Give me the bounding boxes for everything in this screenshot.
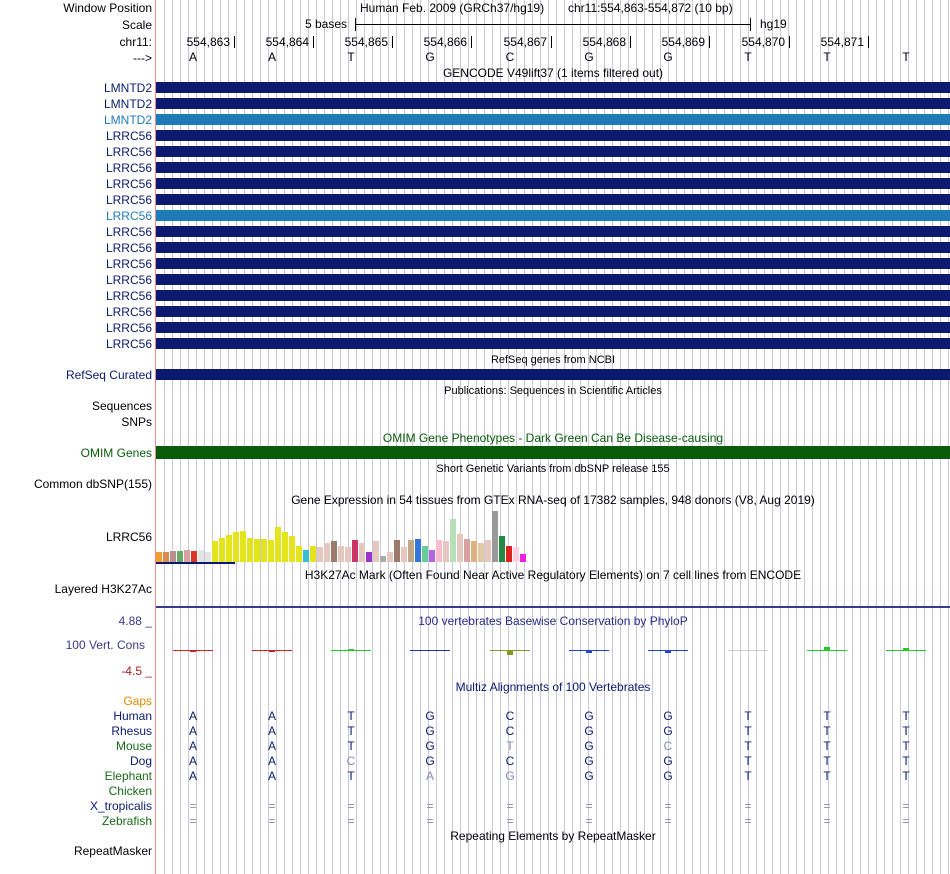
gtex-tissue-bar[interactable] xyxy=(184,550,190,562)
multiz-base: A xyxy=(267,739,276,753)
gtex-tissue-bar[interactable] xyxy=(499,536,505,562)
gtex-tissue-bar[interactable] xyxy=(373,541,379,562)
gtex-tissue-bar[interactable] xyxy=(219,538,225,562)
strand-label: ---> xyxy=(133,51,152,65)
gencode-gene-label[interactable]: LRRC56 xyxy=(105,241,152,255)
gencode-gene-label[interactable]: LMNTD2 xyxy=(103,113,152,127)
coordinate-tick xyxy=(630,36,631,48)
multiz-base: C xyxy=(505,709,515,723)
multiz-base: T xyxy=(744,754,752,768)
base-letter[interactable]: T xyxy=(347,50,355,64)
coordinate-tick xyxy=(234,36,235,48)
gtex-tissue-bar[interactable] xyxy=(261,539,267,562)
multiz-base: T xyxy=(902,709,910,723)
gtex-expression-chart[interactable] xyxy=(156,508,536,562)
multiz-base: A xyxy=(188,724,197,738)
gtex-tissue-bar[interactable] xyxy=(478,543,484,562)
multiz-base: = xyxy=(268,799,276,813)
gtex-tissue-bar[interactable] xyxy=(156,552,162,562)
multiz-base: C xyxy=(505,724,515,738)
gtex-tissue-bar[interactable] xyxy=(191,551,197,562)
gtex-tissue-bar[interactable] xyxy=(436,540,442,562)
position-text: chr11:554,863-554,872 (10 bp) xyxy=(568,1,733,15)
gtex-tissue-bar[interactable] xyxy=(513,547,519,562)
gtex-tissue-bar[interactable] xyxy=(177,551,183,562)
multiz-species-label[interactable]: Chicken xyxy=(108,784,152,798)
multiz-base: T xyxy=(823,709,831,723)
gencode-gene-bar[interactable] xyxy=(156,178,950,189)
multiz-base: = xyxy=(506,814,514,828)
multiz-base: C xyxy=(663,739,673,753)
gtex-tissue-bar[interactable] xyxy=(415,539,421,562)
multiz-base: = xyxy=(902,814,910,828)
publications-snps-label[interactable]: SNPs xyxy=(121,415,152,429)
gencode-gene-bar[interactable] xyxy=(156,146,950,157)
phylop-base-line xyxy=(331,650,371,651)
gencode-gene-label[interactable]: LRRC56 xyxy=(105,161,152,175)
phylop-base-line xyxy=(886,650,926,651)
multiz-species-label[interactable]: X_tropicalis xyxy=(89,799,152,813)
gencode-gene-bar[interactable] xyxy=(156,194,950,205)
multiz-base: = xyxy=(347,799,355,813)
multiz-base: T xyxy=(823,754,831,768)
gtex-tissue-bar[interactable] xyxy=(422,546,428,562)
gtex-tissue-bar[interactable] xyxy=(401,547,407,562)
gencode-gene-label[interactable]: LRRC56 xyxy=(105,193,152,207)
gtex-gene-underline xyxy=(156,562,235,564)
gtex-tissue-bar[interactable] xyxy=(359,543,365,562)
gtex-tissue-bar[interactable] xyxy=(520,554,526,562)
phylop-score-bar[interactable] xyxy=(348,649,354,650)
phylop-score-bar[interactable] xyxy=(269,651,275,652)
phylop-score-bar[interactable] xyxy=(824,647,830,650)
multiz-base: A xyxy=(267,754,276,768)
gencode-gene-label[interactable]: LRRC56 xyxy=(105,289,152,303)
gencode-gene-label[interactable]: LRRC56 xyxy=(105,225,152,239)
gencode-gene-label[interactable]: LRRC56 xyxy=(105,129,152,143)
multiz-base: T xyxy=(823,724,831,738)
phylop-score-bar[interactable] xyxy=(903,648,909,650)
publications-sequences-label[interactable]: Sequences xyxy=(91,399,152,413)
gencode-gene-label[interactable]: LRRC56 xyxy=(105,305,152,319)
multiz-base: A xyxy=(425,769,434,783)
base-letter[interactable]: G xyxy=(584,50,594,64)
coordinate-tick xyxy=(789,36,790,48)
multiz-base: A xyxy=(267,724,276,738)
multiz-base: = xyxy=(189,814,197,828)
gencode-gene-bar[interactable] xyxy=(156,290,950,301)
multiz-base: = xyxy=(506,799,514,813)
scale-bar-right-cap xyxy=(750,18,751,31)
coordinate-label: 554,866 xyxy=(423,35,467,49)
gencode-gene-label[interactable]: LRRC56 xyxy=(105,257,152,271)
coordinate-label: 554,871 xyxy=(820,35,864,49)
base-letter[interactable]: T xyxy=(902,50,910,64)
gtex-tissue-bar[interactable] xyxy=(303,550,309,562)
scale-label: Scale xyxy=(121,18,152,32)
gtex-tissue-bar[interactable] xyxy=(170,551,176,562)
phylop-score-bar[interactable] xyxy=(190,651,196,652)
gencode-gene-label[interactable]: LRRC56 xyxy=(105,209,152,223)
coordinate-tick xyxy=(551,36,552,48)
gtex-tissue-bar[interactable] xyxy=(450,519,456,562)
omim-track-title[interactable]: OMIM Gene Phenotypes - Dark Green Can Be Disease-causing xyxy=(382,431,724,445)
gencode-gene-bar[interactable] xyxy=(156,258,950,269)
multiz-base: T xyxy=(347,724,355,738)
multiz-gaps-label[interactable]: Gaps xyxy=(123,694,152,708)
multiz-base: G xyxy=(663,709,673,723)
gencode-gene-bar[interactable] xyxy=(156,338,950,349)
multiz-base: A xyxy=(188,709,197,723)
gencode-gene-bar[interactable] xyxy=(156,210,950,221)
phylop-max-label: 4.88 _ xyxy=(118,614,152,628)
gtex-tissue-bar[interactable] xyxy=(394,540,400,562)
multiz-base: G xyxy=(584,739,594,753)
multiz-base: G xyxy=(425,724,435,738)
multiz-base: G xyxy=(584,709,594,723)
base-letter[interactable]: A xyxy=(188,50,197,64)
multiz-species-label[interactable]: Zebrafish xyxy=(101,814,152,828)
phylop-base-line xyxy=(410,650,450,651)
multiz-base: G xyxy=(663,754,673,768)
assembly-text: Human Feb. 2009 (GRCh37/hg19) xyxy=(360,1,545,15)
multiz-base: T xyxy=(902,724,910,738)
multiz-base: = xyxy=(426,799,434,813)
gtex-tissue-bar[interactable] xyxy=(226,535,232,562)
multiz-base: = xyxy=(744,814,752,828)
scale-text: 5 bases xyxy=(305,17,348,31)
phylop-base-line xyxy=(807,650,847,651)
multiz-base: G xyxy=(425,709,435,723)
multiz-base: = xyxy=(268,814,276,828)
gtex-tissue-bar[interactable] xyxy=(380,556,386,562)
coordinate-tick xyxy=(709,36,710,48)
gencode-gene-bar[interactable] xyxy=(156,322,950,333)
gtex-tissue-bar[interactable] xyxy=(485,540,491,562)
phylop-score-bar[interactable] xyxy=(586,651,592,653)
gtex-tissue-bar[interactable] xyxy=(366,552,372,562)
gtex-tissue-bar[interactable] xyxy=(492,511,498,562)
multiz-base: G xyxy=(584,754,594,768)
multiz-base: = xyxy=(664,799,672,813)
repeatmasker-track-title[interactable]: Repeating Elements by RepeatMasker xyxy=(450,829,656,843)
coordinate-label: 554,870 xyxy=(741,35,785,49)
gtex-tissue-bar[interactable] xyxy=(331,541,337,562)
multiz-base: = xyxy=(823,799,831,813)
multiz-base: A xyxy=(267,709,276,723)
phylop-score-bar[interactable] xyxy=(665,651,671,653)
multiz-base: = xyxy=(585,814,593,828)
gtex-tissue-bar[interactable] xyxy=(205,552,211,562)
scale-bar xyxy=(355,24,751,25)
multiz-base: = xyxy=(823,814,831,828)
gtex-tissue-bar[interactable] xyxy=(289,536,295,562)
multiz-base: G xyxy=(425,739,435,753)
gtex-tissue-bar[interactable] xyxy=(254,539,260,562)
gtex-track-title[interactable]: Gene Expression in 54 tissues from GTEx RNA-seq of 17382 samples, 948 donors (V8, Aug 2019) xyxy=(291,493,815,507)
multiz-base: = xyxy=(189,799,197,813)
gencode-gene-label[interactable]: LRRC56 xyxy=(105,177,152,191)
coordinate-tick xyxy=(313,36,314,48)
gencode-gene-bar[interactable] xyxy=(156,242,950,253)
multiz-base: G xyxy=(425,754,435,768)
gtex-tissue-bar[interactable] xyxy=(408,540,414,562)
chr-label: chr11: xyxy=(119,35,152,49)
gtex-tissue-bar[interactable] xyxy=(233,532,239,562)
multiz-species-label[interactable]: Rhesus xyxy=(111,724,152,738)
multiz-base: = xyxy=(664,814,672,828)
refseq-gene-bar[interactable] xyxy=(156,369,950,380)
gtex-tissue-bar[interactable] xyxy=(268,540,274,562)
multiz-base: T xyxy=(902,769,910,783)
gtex-tissue-bar[interactable] xyxy=(471,541,477,562)
multiz-base: T xyxy=(744,739,752,753)
refseq-track-title[interactable]: RefSeq genes from NCBI xyxy=(490,354,616,366)
multiz-base: C xyxy=(505,754,515,768)
multiz-base: T xyxy=(347,769,355,783)
h3k27ac-track-title[interactable]: H3K27Ac Mark (Often Found Near Active Regulatory Elements) on 7 cell lines from ENCODE xyxy=(304,568,802,582)
dbsnp-track-title[interactable]: Short Genetic Variants from dbSNP release 155 xyxy=(436,463,670,475)
gencode-gene-bar[interactable] xyxy=(156,226,950,237)
coordinate-label: 554,864 xyxy=(265,35,309,49)
gtex-tissue-bar[interactable] xyxy=(282,532,288,562)
multiz-base: T xyxy=(823,739,831,753)
multiz-base: T xyxy=(744,724,752,738)
multiz-species-label[interactable]: Dog xyxy=(129,754,152,768)
gtex-tissue-bar[interactable] xyxy=(457,534,463,562)
gencode-gene-label[interactable]: LRRC56 xyxy=(105,145,152,159)
gtex-tissue-bar[interactable] xyxy=(352,540,358,562)
phylop-base-line xyxy=(728,650,768,651)
gencode-gene-label[interactable]: LRRC56 xyxy=(105,337,152,351)
multiz-base: G xyxy=(505,769,515,783)
gtex-tissue-bar[interactable] xyxy=(212,541,218,562)
gencode-gene-bar[interactable] xyxy=(156,98,950,109)
gtex-label[interactable]: LRRC56 xyxy=(105,530,152,544)
gencode-gene-label[interactable]: LMNTD2 xyxy=(103,97,152,111)
coordinate-label: 554,865 xyxy=(344,35,388,49)
refseq-label[interactable]: RefSeq Curated xyxy=(65,368,152,382)
gtex-tissue-bar[interactable] xyxy=(443,541,449,562)
multiz-species-label[interactable]: Mouse xyxy=(115,739,152,753)
phylop-label[interactable]: 100 Vert. Cons xyxy=(65,638,145,652)
multiz-base: T xyxy=(902,754,910,768)
multiz-base: G xyxy=(584,724,594,738)
gencode-gene-label[interactable]: LRRC56 xyxy=(105,273,152,287)
coordinate-tick xyxy=(868,36,869,48)
multiz-base: G xyxy=(584,769,594,783)
gtex-tissue-bar[interactable] xyxy=(429,550,435,562)
gtex-tissue-bar[interactable] xyxy=(506,546,512,562)
gencode-gene-bar[interactable] xyxy=(156,82,950,93)
multiz-base: T xyxy=(823,769,831,783)
base-letter[interactable]: G xyxy=(425,50,435,64)
omim-label[interactable]: OMIM Genes xyxy=(80,446,152,460)
gtex-tissue-bar[interactable] xyxy=(275,527,281,562)
h3k27ac-label[interactable]: Layered H3K27Ac xyxy=(54,582,152,596)
dbsnp-label[interactable]: Common dbSNP(155) xyxy=(33,477,152,491)
scale-bar-left-cap xyxy=(355,18,356,31)
gtex-tissue-bar[interactable] xyxy=(163,552,169,562)
gencode-gene-bar[interactable] xyxy=(156,306,950,317)
coordinate-label: 554,868 xyxy=(582,35,626,49)
base-letter[interactable]: T xyxy=(823,50,831,64)
gtex-tissue-bar[interactable] xyxy=(198,550,204,562)
multiz-base: A xyxy=(188,754,197,768)
multiz-species-label[interactable]: Elephant xyxy=(104,769,152,783)
phylop-score-bar[interactable] xyxy=(507,651,513,655)
phylop-chart[interactable] xyxy=(156,628,950,672)
phylop-min-label: -4.5 _ xyxy=(121,664,152,678)
multiz-base: T xyxy=(347,739,355,753)
multiz-base: T xyxy=(902,739,910,753)
db-text: hg19 xyxy=(760,17,787,31)
multiz-species-label[interactable]: Human xyxy=(113,709,152,723)
gtex-tissue-bar[interactable] xyxy=(310,546,316,562)
gtex-tissue-bar[interactable] xyxy=(324,543,330,562)
h3k27ac-signal-line xyxy=(156,606,950,608)
omim-gene-bar[interactable] xyxy=(156,446,950,459)
coordinate-tick xyxy=(471,36,472,48)
gtex-tissue-bar[interactable] xyxy=(317,547,323,562)
gtex-tissue-bar[interactable] xyxy=(464,539,470,562)
base-letter[interactable]: A xyxy=(267,50,276,64)
multiz-base: = xyxy=(744,799,752,813)
gtex-tissue-bar[interactable] xyxy=(247,538,253,562)
multiz-base: G xyxy=(663,769,673,783)
gtex-tissue-bar[interactable] xyxy=(296,546,302,562)
multiz-base: = xyxy=(426,814,434,828)
coordinate-label: 554,863 xyxy=(186,35,230,49)
base-letter[interactable]: C xyxy=(505,50,515,64)
multiz-base: A xyxy=(267,769,276,783)
multiz-base: T xyxy=(744,709,752,723)
gencode-gene-label[interactable]: LRRC56 xyxy=(105,321,152,335)
gencode-gene-label[interactable]: LMNTD2 xyxy=(103,81,152,95)
multiz-base: = xyxy=(347,814,355,828)
gtex-tissue-bar[interactable] xyxy=(338,546,344,562)
gencode-gene-bar[interactable] xyxy=(156,114,950,125)
multiz-base: A xyxy=(188,739,197,753)
multiz-base: T xyxy=(506,739,514,753)
multiz-base: C xyxy=(346,754,356,768)
multiz-base: = xyxy=(902,799,910,813)
multiz-base: T xyxy=(744,769,752,783)
repeatmasker-label[interactable]: RepeatMasker xyxy=(73,844,152,858)
multiz-track-title[interactable]: Multiz Alignments of 100 Vertebrates xyxy=(455,680,651,694)
multiz-base: T xyxy=(347,709,355,723)
gencode-track-title[interactable]: GENCODE V49lift37 (1 items filtered out) xyxy=(442,66,664,80)
gtex-tissue-bar[interactable] xyxy=(345,547,351,562)
base-letter[interactable]: G xyxy=(663,50,673,64)
coordinate-label: 554,867 xyxy=(503,35,547,49)
multiz-base: G xyxy=(663,724,673,738)
gencode-gene-bar[interactable] xyxy=(156,274,950,285)
multiz-base: A xyxy=(188,769,197,783)
coordinate-tick xyxy=(392,36,393,48)
coordinate-label: 554,869 xyxy=(661,35,705,49)
gencode-gene-bar[interactable] xyxy=(156,162,950,173)
gencode-gene-bar[interactable] xyxy=(156,130,950,141)
gtex-tissue-bar[interactable] xyxy=(240,531,246,562)
gtex-tissue-bar[interactable] xyxy=(387,552,393,562)
phylop-track-title[interactable]: 100 vertebrates Basewise Conservation by PhyloP xyxy=(418,614,688,628)
publications-track-title[interactable]: Publications: Sequences in Scientific Articles xyxy=(444,385,662,397)
window-position-label: Window Position xyxy=(63,1,152,15)
multiz-base: = xyxy=(585,799,593,813)
base-letter[interactable]: T xyxy=(744,50,752,64)
